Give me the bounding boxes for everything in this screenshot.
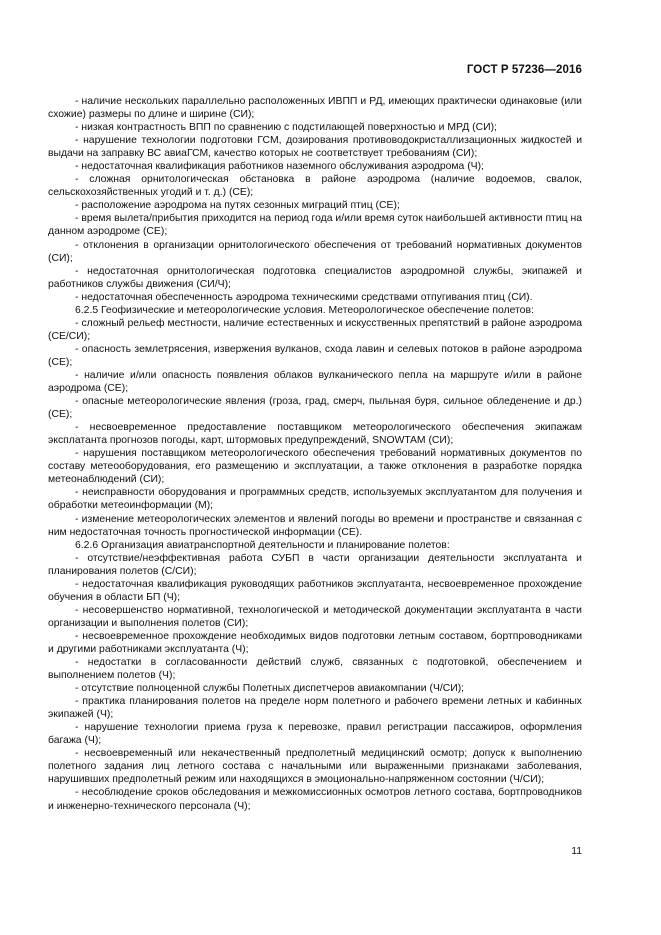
paragraph: - практика планирования полетов на пределе норм полетного и рабочего времени летных и кабинных экипажей (Ч); bbox=[48, 696, 582, 721]
paragraph: - недостатки в согласованности действий служб, связанных с подготовкой, обеспечением и выполнением полетов (Ч); bbox=[48, 657, 582, 682]
paragraph: - неисправности оборудования и программных средств, используемых эксплуатантом для получения и обработки метеоинформации (М); bbox=[48, 487, 582, 512]
paragraph: - несоблюдение сроков обследования и межкомиссионных осмотров летного состава, бортпроводников и инженерно-технического персонала (Ч); bbox=[48, 787, 582, 812]
paragraph: - время вылета/прибытия приходится на период года и/или время суток наибольшей активности птиц на данном аэродроме (СЕ); bbox=[48, 213, 582, 238]
paragraph: - сложный рельеф местности, наличие естественных и искусственных препятствий в районе аэродрома (СЕ/СИ); bbox=[48, 317, 582, 342]
paragraph: - несовершенство нормативной, технологической и методической документации эксплуатанта в части организации и выполнения полетов (СИ); bbox=[48, 604, 582, 629]
paragraph: - недостаточная квалификация работников наземного обслуживания аэродрома (Ч); bbox=[75, 161, 484, 173]
paragraph: - недостаточная орнитологическая подготовка специалистов аэродромной службы, экипажей и работников службы движения (СИ/Ч); bbox=[48, 265, 582, 290]
paragraph: - сложная орнитологическая обстановка в районе аэродрома (наличие водоемов, свалок, сельскохозяйственных угодий и т. д.) (СЕ); bbox=[48, 174, 582, 199]
document-body bbox=[48, 95, 582, 813]
paragraph: - нарушения поставщиком метеорологического обеспечения требований нормативных документов по составу метеооборудования, его размещению и эксплуатации, а также отклонения в разработке порядка метеонаблюдений (СИ); bbox=[48, 448, 582, 486]
paragraph: - нарушение технологии приема груза к перевозке, правил регистрации пассажиров, оформления багажа (Ч); bbox=[48, 722, 582, 747]
paragraph: - недостаточная обеспеченность аэродрома техническими средствами отпугивания птиц (СИ). bbox=[75, 291, 533, 303]
section-heading: 6.2.5 Геофизические и метеорологические условия. Метеорологическое обеспечение полетов: bbox=[75, 304, 534, 316]
paragraph: - наличие нескольких параллельно расположенных ИВПП и РД, имеющих практически одинаковые (или схожие) размеры по длине и ширине (СИ); bbox=[48, 96, 582, 121]
paragraph: - несвоевременное прохождение необходимых видов подготовки летным составом, бортпроводниками и другими работниками эксплуатанта (Ч); bbox=[48, 630, 582, 655]
paragraph: - низкая контрастность ВПП по сравнению с подстилающей поверхностью и МРД (СИ); bbox=[75, 122, 497, 134]
paragraph: - опасные метеорологические явления (гроза, град, смерч, пыльная буря, сильное обледенение и др.) (СЕ); bbox=[48, 396, 582, 421]
paragraph: - отсутствие полноценной службы Полетных диспетчеров авиакомпании (Ч/СИ); bbox=[75, 683, 465, 695]
page-number: 11 bbox=[571, 846, 582, 857]
paragraph: - отклонения в организации орнитологического обеспечения от требований нормативных документов (СИ); bbox=[48, 239, 582, 264]
paragraph: - несвоевременное предоставление поставщиком метеорологического обеспечения экипажам эксплатанта прогнозов погоды, карт, штормовых предупреждений, SNOWTAM (СИ); bbox=[48, 422, 582, 447]
paragraph: - опасность землетрясения, извержения вулканов, схода лавин и селевых потоков в районе аэродрома (СЕ); bbox=[48, 343, 582, 368]
paragraph: - отсутствие/неэффективная работа СУБП в части организации деятельности эксплуатанта и планирования полетов (С/СИ); bbox=[48, 552, 582, 577]
paragraph: - нарушение технологии подготовки ГСМ, дозирования противоводокристаллизационных жидкостей и выдачи на заправку ВС авиаГСМ, качество которых не соответствует требованиям (СИ); bbox=[48, 135, 582, 160]
paragraph: - несвоевременный или некачественный предполетный медицинский осмотр; допуск к выполнению полетного задания лиц летного состава с начальными или выраженными признаками заболевания, нарушивших предполетный режим или находящихся в эмоционально-напряженном состоянии (Ч/СИ); bbox=[48, 748, 582, 786]
paragraph: - расположение аэродрома на путях сезонных миграций птиц (СЕ); bbox=[75, 200, 400, 212]
standard-header: ГОСТ Р 57236—2016 bbox=[466, 64, 582, 76]
section-heading: 6.2.6 Организация авиатранспортной деятельности и планирование полетов: bbox=[75, 539, 450, 551]
paragraph: - недостаточная квалификация руководящих работников эксплуатанта, несвоевременное прохождение обучения в области БП (Ч); bbox=[48, 578, 582, 603]
paragraph: - изменение метеорологических элементов и явлений погоды во времени и пространстве и связанная с ним недостаточная точность прогностической информации (СЕ). bbox=[48, 513, 582, 538]
paragraph: - наличие и/или опасность появления облаков вулканического пепла на маршруте и/или в районе аэродрома (СЕ); bbox=[48, 369, 582, 395]
